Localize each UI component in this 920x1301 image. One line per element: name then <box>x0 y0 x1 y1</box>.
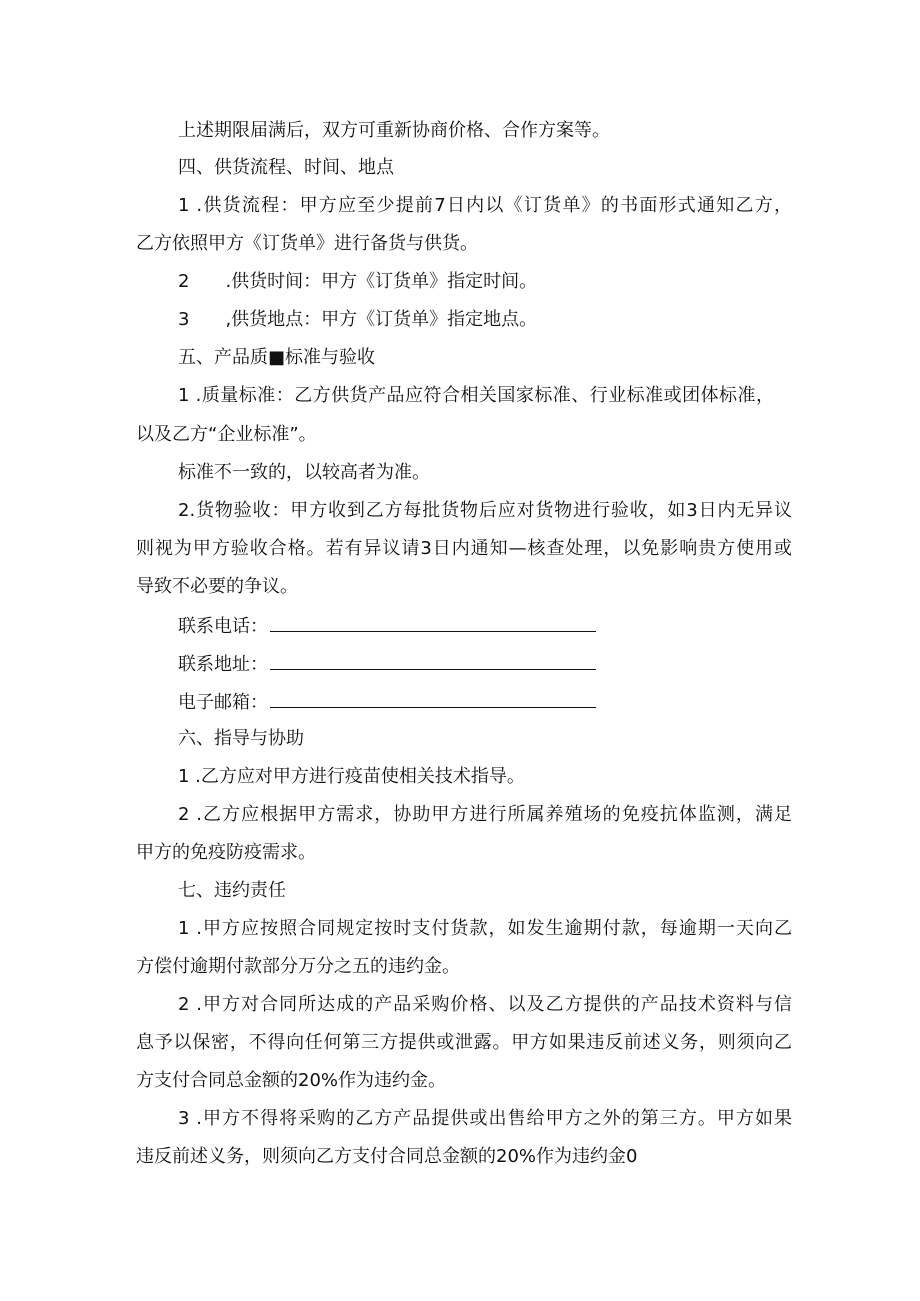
clause-6-2-line-1: 2 .乙方应根据甲方需求，协助甲方进行所属养殖场的免疫抗体监测，满足 <box>178 804 792 825</box>
clause-4-1-line-2: 乙方依照甲方《订货单》进行备货与供货。 <box>136 233 478 254</box>
section-heading-4: 四、供货流程、时间、地点 <box>178 157 394 178</box>
clause-7-2-line-2: 息予以保密，不得向任何第三方提供或泄露。甲方如果违反前述义务，则须向乙 <box>136 1032 792 1053</box>
paragraph-intro: 上述期限届满后，双方可重新协商价格、合作方案等。 <box>178 120 610 141</box>
contact-email-row <box>178 689 596 715</box>
clause-7-1-line-2: 方偿付逾期付款部分万分之五的违约金。 <box>136 956 460 977</box>
contact-phone-blank[interactable] <box>270 613 596 632</box>
contact-phone-row <box>178 613 596 639</box>
section-heading-7: 七、违约责任 <box>178 880 286 901</box>
clause-7-3-line-1: 3 .甲方不得将采购的乙方产品提供或出售给甲方之外的第三方。甲方如果 <box>178 1108 792 1129</box>
contact-email-label: 电子邮箱： <box>178 692 268 713</box>
clause-4-1-line-1: 1 .供货流程：甲方应至少提前7日内以《订货单》的书面形式通知乙方， <box>178 195 792 216</box>
clause-5-1-line-1: 1 .质量标准：乙方供货产品应符合相关国家标准、行业标准或团体标准， <box>178 385 774 406</box>
clause-5-2-line-2: 则视为甲方验收合格。若有异议请3日内通知—核查处理，以免影响贵方使用或 <box>136 538 792 559</box>
clause-4-2: 2 .供货时间：甲方《订货单》指定时间。 <box>178 271 538 292</box>
clause-5-2-line-3: 导致不必要的争议。 <box>136 576 298 597</box>
section-heading-5: 五、产品质■标准与验收 <box>178 347 376 368</box>
clause-5-1-line-3: 标准不一致的，以较高者为准。 <box>178 462 430 483</box>
clause-4-3: 3 ,供货地点：甲方《订货单》指定地点。 <box>178 309 538 330</box>
clause-7-1-line-1: 1 .甲方应按照合同规定按时支付货款，如发生逾期付款，每逾期一天向乙 <box>178 918 792 939</box>
clause-7-2-line-1: 2 .甲方对合同所达成的产品采购价格、以及乙方提供的产品技术资料与信 <box>178 994 792 1015</box>
clause-7-2-line-3: 方支付合同总金额的20%作为违约金。 <box>136 1070 447 1091</box>
clause-6-2-line-2: 甲方的免疫防疫需求。 <box>136 842 316 863</box>
contact-address-row <box>178 651 596 677</box>
contact-phone-label: 联系电话： <box>178 616 268 637</box>
clause-6-1: 1 .乙方应对甲方进行疫苗使相关技术指导。 <box>178 766 525 787</box>
clause-7-3-line-2: 违反前述义务，则须向乙方支付合同总金额的20%作为违约金0 <box>136 1146 638 1167</box>
contact-email-blank[interactable] <box>270 689 596 708</box>
section-heading-6: 六、指导与协助 <box>178 728 304 749</box>
clause-5-2-line-1: 2.货物验收：甲方收到乙方每批货物后应对货物进行验收，如3日内无异议 <box>178 500 792 521</box>
clause-5-1-line-2: 以及乙方“企业标准”。 <box>136 424 317 445</box>
contact-address-label: 联系地址： <box>178 654 268 675</box>
contact-address-blank[interactable] <box>270 651 596 670</box>
